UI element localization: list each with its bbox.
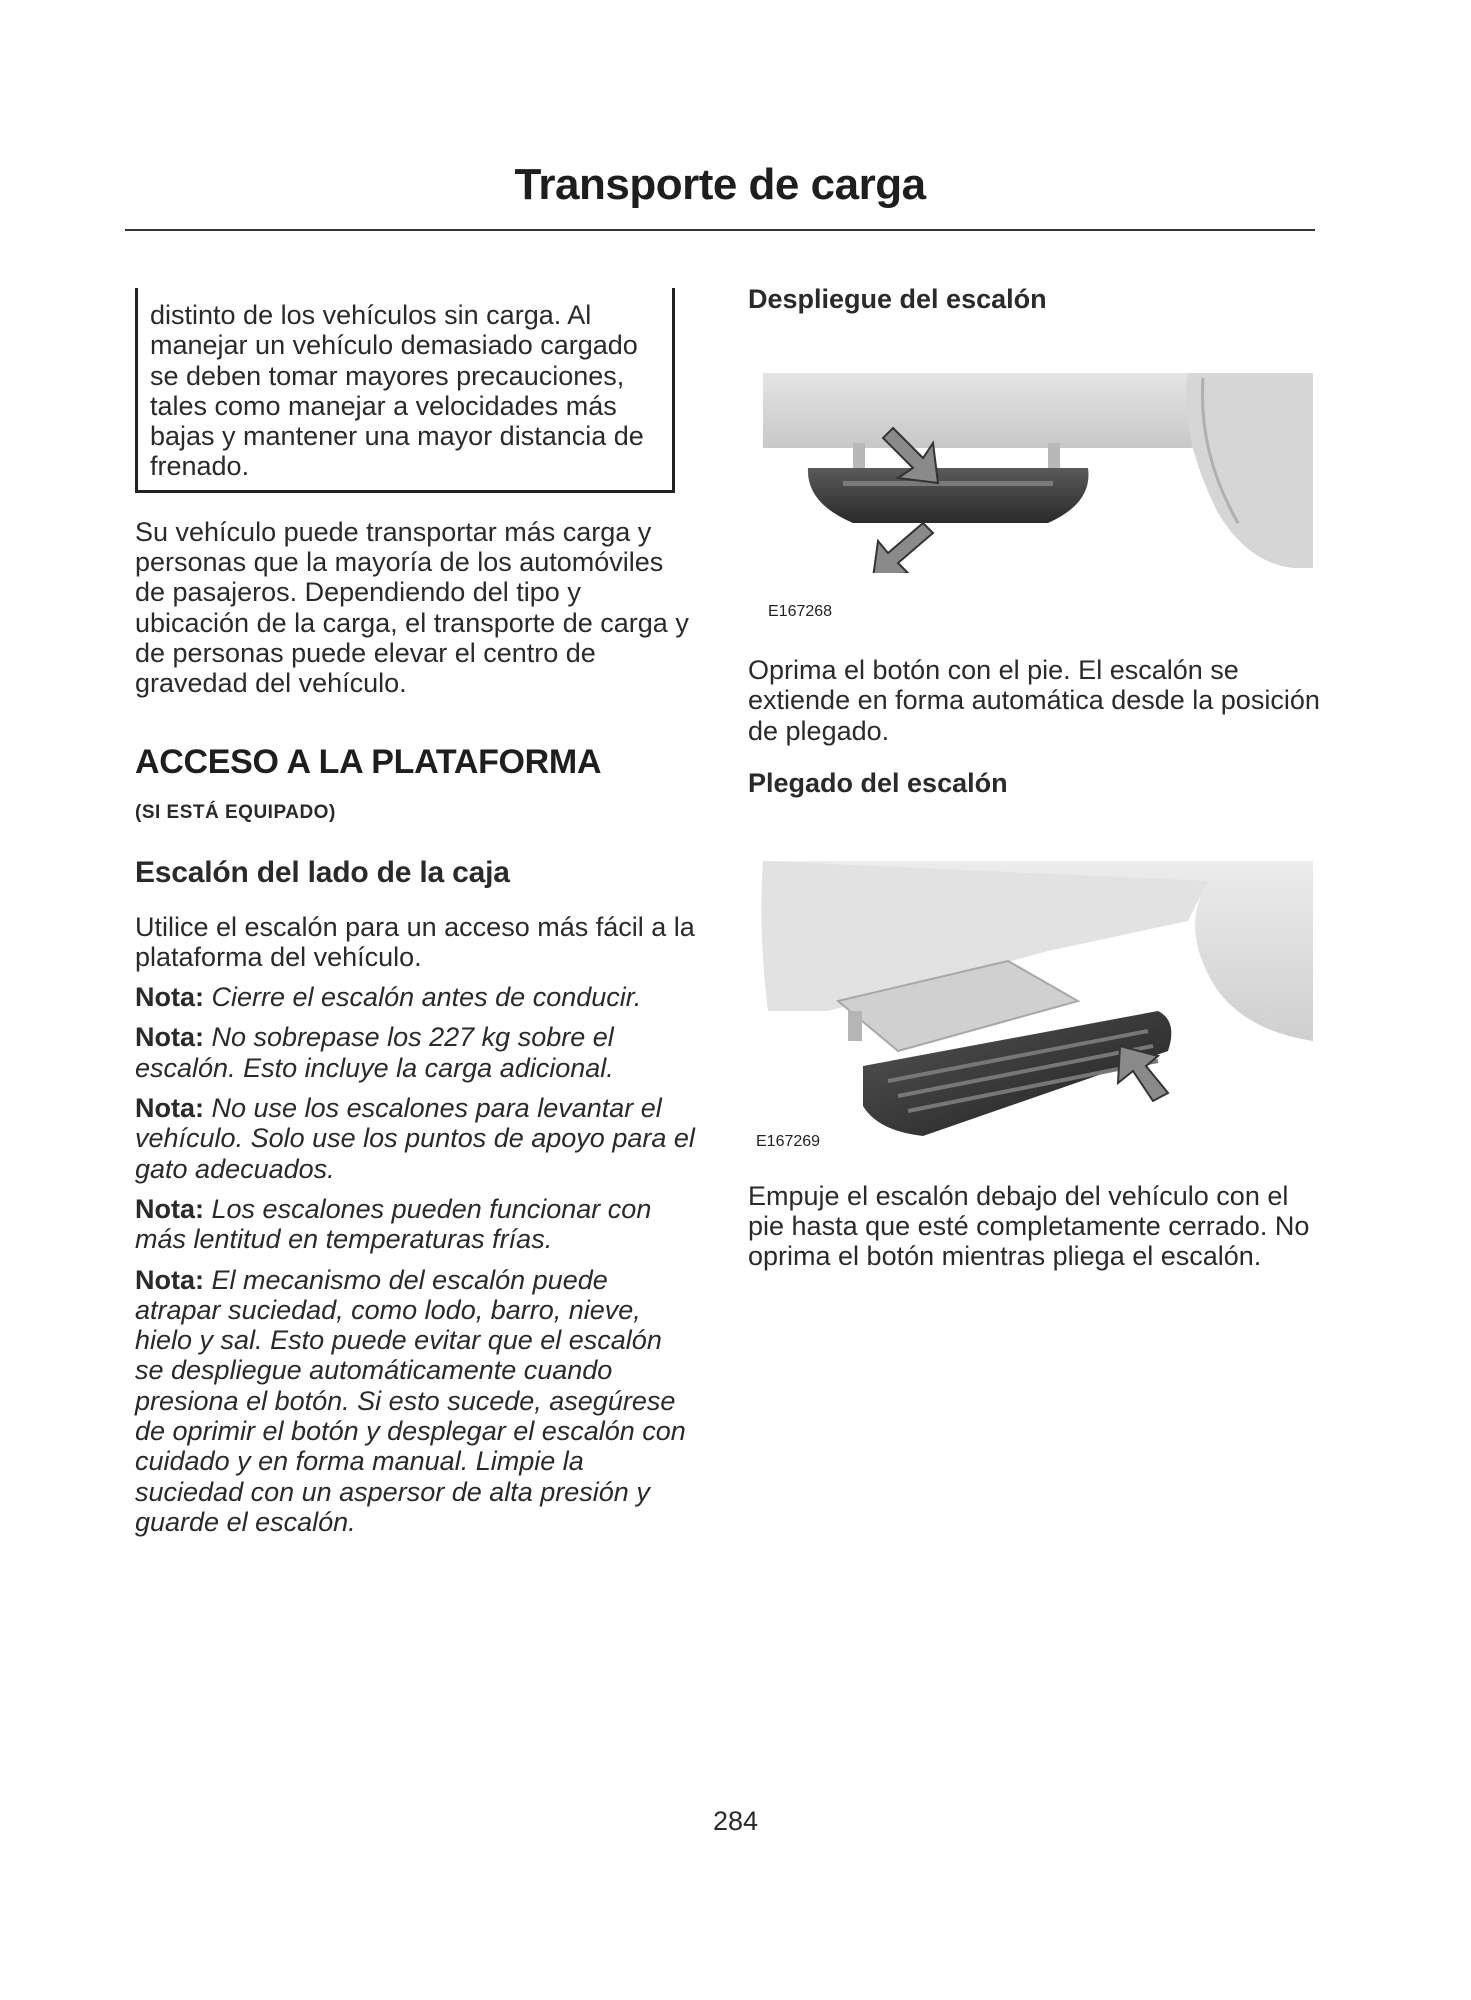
- stow-heading: Plegado del escalón: [748, 767, 1008, 798]
- figure-step-stow: [748, 861, 1308, 1141]
- note-4: [135, 1194, 695, 1255]
- note-text: Cierre el escalón antes de conducir.: [211, 982, 642, 1013]
- note-3: [135, 1093, 695, 1184]
- warning-text: distinto de los vehículos sin carga. Al manejar un vehículo demasiado cargado se deben tomar mayores precauciones, tales como manejar a velocidades más bajas y mantener una mayor distancia de frenado.: [150, 300, 644, 482]
- cargo-paragraph: Su vehículo puede transportar más carga y personas que la mayoría de los automóviles de pasajeros. Dependiendo del tipo y ubicación de la carga, el transporte de carga y de personas puede elevar el centro de gravedad del vehículo.: [135, 516, 689, 699]
- step-deploy-illustration: [748, 373, 1313, 573]
- title-divider: [125, 229, 1315, 231]
- note-label: Nota:: [135, 1264, 204, 1295]
- sub-heading: Escalón del lado de la caja: [135, 855, 510, 889]
- note-label: Nota:: [135, 1022, 204, 1053]
- note-2: [135, 1022, 695, 1083]
- note-text: No use los escalones para levantar el vehículo. Solo use los puntos de apoyo para el gato adecuados.: [135, 1093, 695, 1184]
- note-5: [135, 1265, 695, 1538]
- note-text: No sobrepase los 227 kg sobre el escalón. Esto incluye la carga adicional.: [135, 1022, 614, 1083]
- figure-step-deploy: [748, 373, 1308, 573]
- right-column: [748, 284, 1323, 1282]
- page-title: Transporte de carga: [514, 160, 926, 209]
- section-title: ACCESO A LA PLATAFORMA: [135, 742, 602, 781]
- note-label: Nota:: [135, 1093, 204, 1124]
- section-subtitle: (SI ESTÁ EQUIPADO): [135, 801, 336, 823]
- deploy-heading: Despliegue del escalón: [748, 284, 1047, 314]
- note-text: Los escalones pueden funcionar con más lentitud en temperaturas frías.: [135, 1193, 652, 1255]
- warning-box: [135, 288, 675, 493]
- figure-code: E167268: [768, 603, 833, 620]
- note-label: Nota:: [135, 1193, 204, 1224]
- stow-paragraph: Empuje el escalón debajo del vehículo con el pie hasta que esté completamente cerrado. No oprima el botón mientras pliega el escalón.: [748, 1180, 1310, 1272]
- deploy-paragraph: Oprima el botón con el pie. El escalón se extiende en forma automática desde la posición de plegado.: [748, 655, 1320, 746]
- note-1: [135, 982, 695, 1012]
- step-stow-illustration: [748, 861, 1313, 1141]
- note-label: Nota:: [135, 982, 204, 1013]
- left-column: [135, 288, 695, 1547]
- page-number: 284: [712, 1806, 759, 1836]
- intro-paragraph: Utilice el escalón para un acceso más fácil a la plataforma del vehículo.: [135, 911, 695, 972]
- note-text: El mecanismo del escalón puede atrapar suciedad, como lodo, barro, nieve, hielo y sal. Esto puede evitar que el escalón se despliegue automáticamente cuando presiona el botón. Si esto sucede, asegúrese de oprimir el botón y desplegar el escalón con cuidado y en forma manual. Limpie la suciedad con un aspersor de alta presión y guarde el escalón.: [135, 1264, 686, 1537]
- figure-code: E167269: [756, 1132, 821, 1150]
